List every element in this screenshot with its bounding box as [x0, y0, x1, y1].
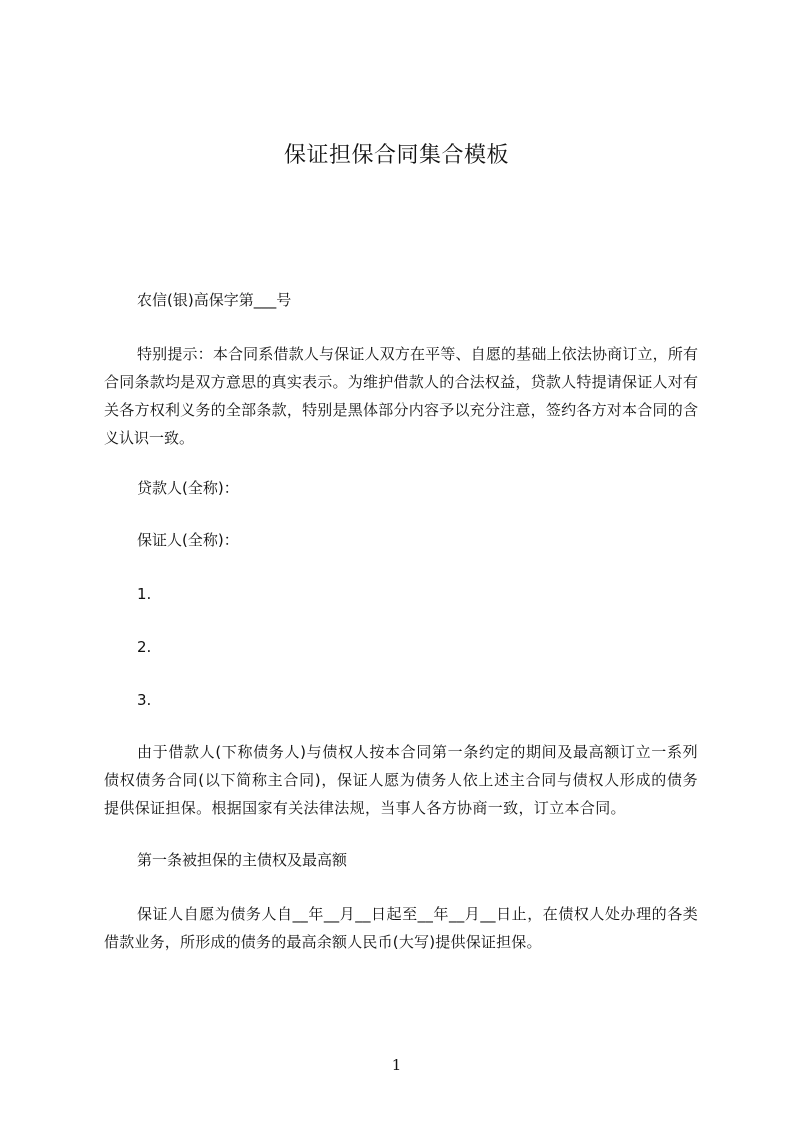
guarantor-item-2: 2.	[137, 638, 152, 656]
special-notice-paragraph: 特别提示：本合同系借款人与保证人双方在平等、自愿的基础上依法协商订立，所有合同条款均是双方意思的真实表示。为维护借款人的合法权益，贷款人特提请保证人对有关各方权利义务的全部条款，特别是黑体部分内容予以充分注意，签约各方对本合同的含义认识一致。	[104, 345, 698, 447]
lender-label: 贷款人(全称)：	[137, 479, 239, 497]
guarantor-item-1: 1.	[137, 585, 152, 603]
article-1-heading: 第一条被担保的主债权及最高额	[137, 851, 348, 869]
guarantor-item-3: 3.	[137, 691, 152, 709]
document-title: 保证担保合同集合模板	[283, 143, 509, 168]
contract-number: 农信(银)高保字第___号	[137, 291, 292, 309]
article-1-body: 保证人自愿为债务人自__年__月__日起至__年__月__日止，在债权人处办理的各类借款业务，所形成的债务的最高余额人民币(大写)提供保证担保。	[104, 905, 698, 951]
guarantor-label: 保证人(全称)：	[137, 531, 239, 549]
preamble-paragraph: 由于借款人(下称债务人)与债权人按本合同第一条约定的期间及最高额订立一系列债权债务合同(以下简称主合同)，保证人愿为债务人依上述主合同与债权人形成的债务提供保证担保。根据国家有关法律法规，当事人各方协商一致，订立本合同。	[104, 743, 698, 817]
page-number: 1	[391, 1056, 402, 1074]
